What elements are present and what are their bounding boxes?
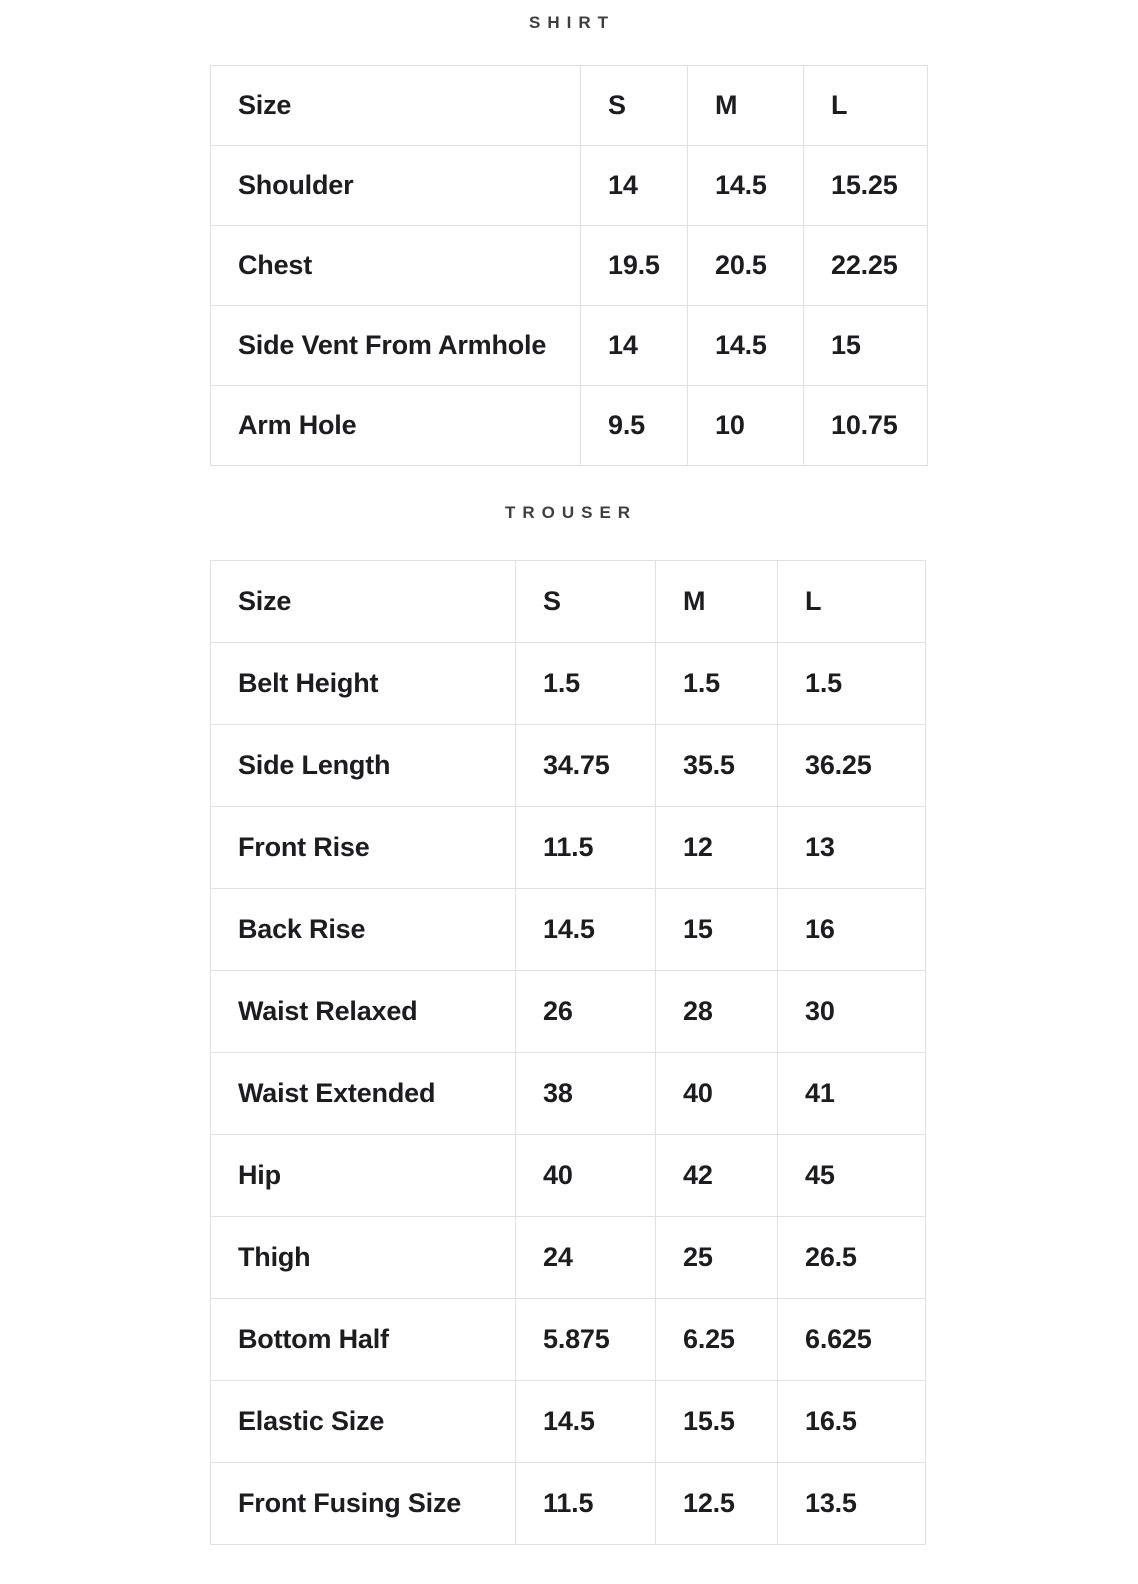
- row-label: Front Rise: [211, 807, 516, 889]
- size-value: 10.75: [804, 386, 928, 466]
- size-value: 16: [778, 889, 926, 971]
- size-value: 1.5: [656, 643, 778, 725]
- table-row: [211, 226, 928, 306]
- size-value: 1.5: [516, 643, 656, 725]
- size-value: 36.25: [778, 725, 926, 807]
- table-row: [211, 971, 926, 1053]
- size-value: 20.5: [688, 226, 804, 306]
- row-label: Waist Relaxed: [211, 971, 516, 1053]
- column-header-l: L: [804, 66, 928, 146]
- size-value: 14: [581, 146, 688, 226]
- size-value: 15.5: [656, 1381, 778, 1463]
- size-value: 41: [778, 1053, 926, 1135]
- row-label: Side Vent From Armhole: [211, 306, 581, 386]
- size-value: 6.625: [778, 1299, 926, 1381]
- table-row: [211, 306, 928, 386]
- table-row: [211, 386, 928, 466]
- table-row: [211, 1463, 926, 1545]
- row-label: Chest: [211, 226, 581, 306]
- size-value: 9.5: [581, 386, 688, 466]
- size-value: 12: [656, 807, 778, 889]
- column-header-m: M: [688, 66, 804, 146]
- shirt-size-section: [210, 12, 1138, 466]
- size-value: 13: [778, 807, 926, 889]
- size-value: 40: [516, 1135, 656, 1217]
- size-value: 12.5: [656, 1463, 778, 1545]
- shirt-section-title: SHIRT: [529, 13, 615, 32]
- table-row: [211, 807, 926, 889]
- size-value: 14.5: [688, 146, 804, 226]
- size-value: 45: [778, 1135, 926, 1217]
- row-label: Arm Hole: [211, 386, 581, 466]
- row-label: Waist Extended: [211, 1053, 516, 1135]
- row-label: Elastic Size: [211, 1381, 516, 1463]
- size-value: 5.875: [516, 1299, 656, 1381]
- row-label: Side Length: [211, 725, 516, 807]
- size-charts: [210, 12, 1138, 1545]
- column-header-m: M: [656, 561, 778, 643]
- size-value: 38: [516, 1053, 656, 1135]
- shirt-size-table: [210, 65, 928, 466]
- table-row: [211, 1381, 926, 1463]
- size-value: 11.5: [516, 1463, 656, 1545]
- size-value: 30: [778, 971, 926, 1053]
- header-row: [211, 561, 926, 643]
- row-label: Shoulder: [211, 146, 581, 226]
- row-label: Thigh: [211, 1217, 516, 1299]
- size-value: 26.5: [778, 1217, 926, 1299]
- size-value: 1.5: [778, 643, 926, 725]
- size-value: 6.25: [656, 1299, 778, 1381]
- size-value: 40: [656, 1053, 778, 1135]
- size-value: 13.5: [778, 1463, 926, 1545]
- size-value: 15: [656, 889, 778, 971]
- size-value: 11.5: [516, 807, 656, 889]
- table-row: [211, 1217, 926, 1299]
- size-value: 42: [656, 1135, 778, 1217]
- table-row: [211, 643, 926, 725]
- row-label: Back Rise: [211, 889, 516, 971]
- size-value: 15: [804, 306, 928, 386]
- size-value: 14: [581, 306, 688, 386]
- table-row: [211, 1299, 926, 1381]
- size-value: 35.5: [656, 725, 778, 807]
- table-row: [211, 889, 926, 971]
- size-value: 22.25: [804, 226, 928, 306]
- size-value: 10: [688, 386, 804, 466]
- column-header-s: S: [516, 561, 656, 643]
- column-header-size: Size: [211, 561, 516, 643]
- size-value: 14.5: [516, 1381, 656, 1463]
- table-row: [211, 725, 926, 807]
- row-label: Bottom Half: [211, 1299, 516, 1381]
- size-value: 14.5: [516, 889, 656, 971]
- row-label: Belt Height: [211, 643, 516, 725]
- column-header-s: S: [581, 66, 688, 146]
- table-row: [211, 146, 928, 226]
- size-value: 28: [656, 971, 778, 1053]
- size-value: 16.5: [778, 1381, 926, 1463]
- column-header-size: Size: [211, 66, 581, 146]
- size-value: 15.25: [804, 146, 928, 226]
- trouser-size-table: [210, 560, 926, 1545]
- size-value: 25: [656, 1217, 778, 1299]
- column-header-l: L: [778, 561, 926, 643]
- row-label: Hip: [211, 1135, 516, 1217]
- size-value: 34.75: [516, 725, 656, 807]
- size-value: 19.5: [581, 226, 688, 306]
- trouser-section-title: TROUSER: [504, 503, 638, 522]
- trouser-size-section: [210, 502, 1138, 1545]
- table-row: [211, 1053, 926, 1135]
- row-label: Front Fusing Size: [211, 1463, 516, 1545]
- size-value: 14.5: [688, 306, 804, 386]
- size-value: 24: [516, 1217, 656, 1299]
- header-row: [211, 66, 928, 146]
- size-value: 26: [516, 971, 656, 1053]
- table-row: [211, 1135, 926, 1217]
